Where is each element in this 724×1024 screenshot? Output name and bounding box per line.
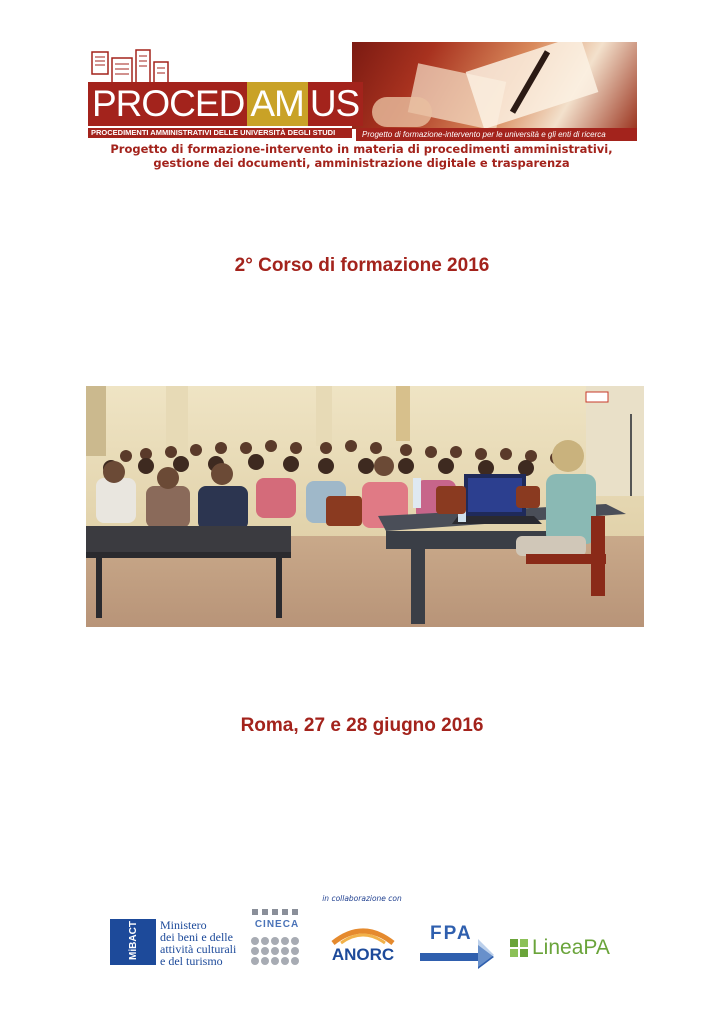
course-title: 2° Corso di formazione 2016 xyxy=(234,255,490,276)
header-banner xyxy=(86,42,637,141)
abacus-icon xyxy=(248,905,306,975)
logo-part-us: US xyxy=(308,82,363,126)
mibact-name xyxy=(160,919,250,967)
banner-photo xyxy=(352,42,637,129)
mibact-line-1: Ministero xyxy=(160,918,207,932)
cineca-logo xyxy=(248,905,306,975)
logo-part-proced: PROCED xyxy=(88,82,247,126)
project-subtitle xyxy=(86,142,637,170)
classroom-photo xyxy=(86,386,644,627)
logo-part-am: AM xyxy=(247,82,308,126)
subtitle-line-2: gestione dei documenti, amministrazione digitale e trasparenza xyxy=(153,156,570,170)
lineapa-logo xyxy=(510,935,620,965)
partner-logos xyxy=(110,905,620,975)
acronym-line: PROCEDIMENTI AMMINISTRATIVI DELLE UNIVERSITÀ DEGLI STUDI xyxy=(88,128,352,138)
mibact-line-2: dei beni e delle xyxy=(160,930,233,944)
mibact-badge xyxy=(110,919,156,965)
classroom-illustration xyxy=(86,386,644,627)
anorc-name: ANORC xyxy=(331,945,395,964)
subtitle-line-1: Progetto di formazione-intervento in materia di procedimenti amministrativi, xyxy=(110,142,613,156)
cineca-name: CINECA xyxy=(254,919,300,930)
procedamus-logo xyxy=(88,82,363,126)
mibact-badge-text: MiBACT xyxy=(127,921,139,960)
lineapa-grid-icon xyxy=(510,939,528,957)
anorc-arc-icon xyxy=(323,921,403,945)
mibact-line-4: e del turismo xyxy=(160,954,223,968)
mibact-logo xyxy=(110,919,240,969)
fpa-name: FPA xyxy=(430,923,473,944)
collaboration-label: in collaborazione con xyxy=(322,894,402,903)
lineapa-name: LineaPA xyxy=(532,936,610,959)
tagline: Progetto di formazione-intervento per le università e gli enti di ricerca xyxy=(356,128,637,141)
event-date: Roma, 27 e 28 giugno 2016 xyxy=(240,715,484,736)
fpa-logo xyxy=(418,919,498,969)
mibact-line-3: attività culturali xyxy=(160,942,237,956)
anorc-logo xyxy=(323,921,403,971)
fpa-arrow-icon xyxy=(418,919,498,969)
